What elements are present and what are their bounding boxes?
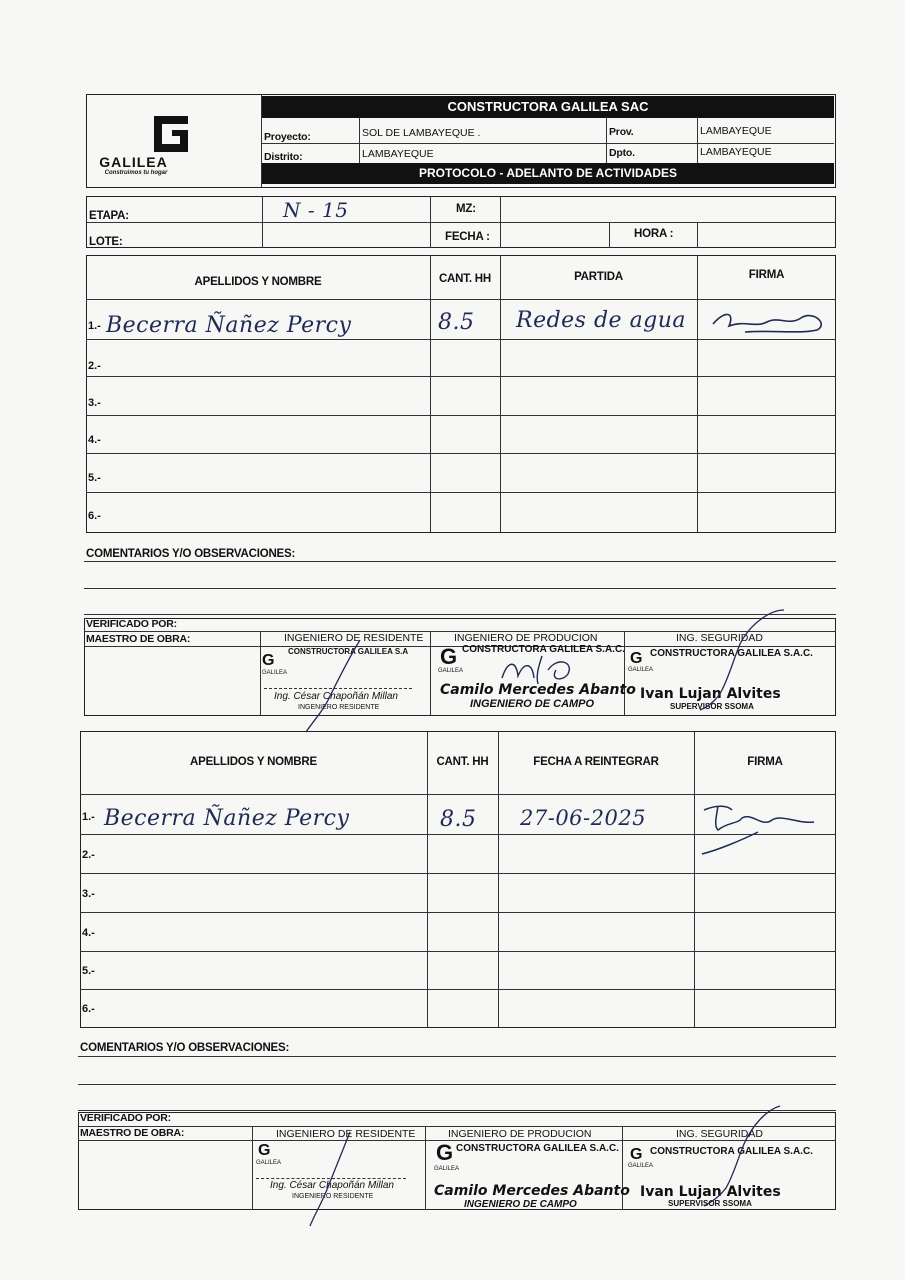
seguridad-stamp-logo: G [630, 650, 643, 667]
table2-row-line [80, 873, 836, 874]
meta-col-line [262, 196, 263, 248]
meta-col-line [500, 196, 501, 248]
residente-signature-2 [300, 1128, 370, 1228]
header-col-line [697, 118, 698, 163]
residente-stamp-company: CONSTRUCTORA GALILEA S.A [288, 647, 409, 656]
residente-stamp-logo-text: GALILEA [262, 670, 288, 676]
galilea-logo [96, 108, 246, 180]
meta-col-line [609, 222, 610, 248]
seguridad-stamp-logo-text: GALILEA [628, 667, 654, 673]
verification-col-line [425, 1126, 426, 1210]
table2-row-number: 6.- [82, 1003, 95, 1015]
seguridad-stamp-logo-text-2: GALILEA [628, 1163, 654, 1169]
table1-header-name: APELLIDOS Y NOMBRE [194, 276, 322, 288]
comment-line [78, 1084, 836, 1085]
header-divider [261, 94, 262, 188]
table2-row1-hh[interactable]: 8.5 [440, 807, 477, 832]
ing-seguridad-label: ING. SEGURIDAD [676, 632, 763, 644]
table1-row-number: 3.- [88, 397, 101, 409]
produccion-name: Camilo Mercedes Abanto [440, 682, 636, 698]
produccion-name-2: Camilo Mercedes Abanto [434, 1183, 630, 1199]
produccion-signature [498, 650, 588, 690]
meta-row-line [86, 222, 836, 223]
table2-row1-name[interactable]: Becerra Ñañez Percy [104, 806, 350, 831]
produccion-stamp-company-2: CONSTRUCTORA GALILEA S.A.C. [456, 1143, 619, 1154]
table1-col-line [430, 255, 431, 533]
dpto-value: LAMBAYEQUE [700, 146, 772, 158]
meta-col-line [430, 196, 431, 248]
ing-produccion-label: INGENIERO DE PRODUCION [454, 632, 598, 644]
prov-value: LAMBAYEQUE [700, 125, 772, 137]
table1-row-number: 2.- [88, 360, 101, 372]
verificado-label-2: VERIFICADO POR: [80, 1112, 171, 1124]
table2-col-line [694, 731, 695, 1028]
seguridad-stamp-logo-2: G [630, 1146, 643, 1163]
table1-row-number: 5.- [88, 472, 101, 484]
table2-header-hh: CANT. HH [436, 756, 489, 768]
seguridad-name-2: Ivan Lujan Alvites [640, 1184, 781, 1200]
fecha-label: FECHA : [445, 231, 490, 243]
comment-line [78, 1056, 836, 1057]
table1-row1-hh[interactable]: 8.5 [438, 310, 475, 335]
produccion-stamp-logo-text: GALILEA [438, 668, 464, 674]
produccion-stamp-logo-text-2: GALILEA [434, 1166, 460, 1172]
verification-col-line [260, 631, 261, 716]
mz-label: MZ: [456, 203, 476, 215]
logo-text: GALILEA [99, 154, 168, 170]
residente-stamp-logo: G [262, 652, 275, 669]
residente-name: Ing. César Chapoñán Millan [274, 691, 398, 702]
table2-row-number: 4.- [82, 927, 95, 939]
table2-row1-fecha[interactable]: 27-06-2025 [520, 806, 647, 830]
table2-col-line [498, 731, 499, 1028]
etapa-label: ETAPA: [89, 210, 129, 222]
header-col-line [359, 118, 360, 163]
ing-residente-label-2: INGENIERO DE RESIDENTE [276, 1128, 416, 1140]
proyecto-value: SOL DE LAMBAYEQUE . [362, 127, 481, 139]
prov-label: Prov. [609, 126, 634, 138]
table2-col-line [427, 731, 428, 1028]
lote-label: LOTE: [89, 236, 123, 248]
etapa-value[interactable]: N - 15 [283, 198, 349, 222]
table1-header-hh: CANT. HH [438, 273, 492, 285]
table1-row1-name[interactable]: Becerra Ñañez Percy [106, 313, 352, 338]
residente-role: INGENIERO RESIDENTE [298, 704, 380, 711]
comment-line [84, 588, 836, 589]
company-name: CONSTRUCTORA GALILEA SAC [447, 99, 649, 114]
distrito-value: LAMBAYEQUE [362, 148, 434, 160]
verification-col-line [430, 631, 431, 716]
table1-col-line [697, 255, 698, 533]
ing-seguridad-label-2: ING. SEGURIDAD [676, 1128, 763, 1140]
hora-label: HORA : [634, 228, 674, 240]
table2-row-number: 3.- [82, 888, 95, 900]
table2-row1-signature[interactable] [698, 800, 828, 860]
meta-col-line [697, 222, 698, 248]
table2-row-line [80, 912, 836, 913]
table1-row-line [86, 376, 836, 377]
comentarios-label: COMENTARIOS Y/O OBSERVACIONES: [86, 548, 296, 560]
seguridad-stamp-company: CONSTRUCTORA GALILEA S.A.C. [650, 648, 813, 659]
table2-row-number: 1.- [82, 811, 95, 823]
table1-row-line [86, 415, 836, 416]
table1-row-line [86, 453, 836, 454]
company-title-bar [262, 96, 834, 118]
table1-row-number: 6.- [88, 510, 101, 522]
seguridad-role-2: SUPERVISOR SSOMA [668, 1199, 752, 1208]
table1-row-number: 1.- [88, 320, 101, 332]
seguridad-signature-2 [680, 1100, 790, 1210]
seguridad-name: Ivan Lujan Alvites [640, 686, 781, 702]
table2-header-line [80, 794, 836, 795]
produccion-stamp-logo-2: G [436, 1140, 454, 1165]
distrito-label: Distrito: [264, 151, 303, 163]
residente-name-2: Ing. César Chapoñán Millan [270, 1180, 394, 1191]
reintegro-table [80, 731, 836, 1028]
header-row-line [262, 143, 834, 144]
protocol-title-bar [262, 163, 834, 184]
residente-role-2: INGENIERO RESIDENTE [292, 1193, 374, 1200]
table1-row1-partida[interactable]: Redes de agua [516, 308, 687, 333]
table2-header-name: APELLIDOS Y NOMBRE [190, 756, 317, 768]
table1-row1-signature[interactable] [705, 302, 835, 342]
table2-row-number: 5.- [82, 965, 95, 977]
maestro-label-2: MAESTRO DE OBRA: [80, 1127, 185, 1139]
comentarios-label-2: COMENTARIOS Y/O OBSERVACIONES: [80, 1042, 290, 1054]
verificado-label: VERIFICADO POR: [86, 618, 177, 630]
produccion-role: INGENIERO DE CAMPO [470, 698, 595, 710]
ing-produccion-label-2: INGENIERO DE PRODUCION [448, 1128, 592, 1140]
table2-row-number: 2.- [82, 849, 95, 861]
table2-row-line [80, 951, 836, 952]
galilea-g-icon [96, 108, 246, 158]
ing-residente-label: INGENIERO DE RESIDENTE [284, 632, 424, 644]
comment-line [84, 561, 836, 562]
produccion-role-2: INGENIERO DE CAMPO [464, 1199, 577, 1210]
residente-stamp-logo-text-2: GALILEA [256, 1160, 282, 1166]
produccion-stamp-logo: G [440, 644, 458, 669]
table1-row-line [86, 492, 836, 493]
proyecto-label: Proyecto: [264, 131, 311, 143]
seguridad-signature [680, 604, 790, 714]
residente-stamp-logo-2: G [258, 1142, 271, 1159]
seguridad-stamp-company-2: CONSTRUCTORA GALILEA S.A.C. [650, 1146, 813, 1157]
logo-tagline: Construimos tu hogar [104, 170, 168, 176]
table1-col-line [500, 255, 501, 533]
header-col-line [606, 118, 607, 163]
dpto-label: Dpto. [609, 147, 635, 159]
residente-signature [300, 636, 380, 736]
maestro-label: MAESTRO DE OBRA: [86, 633, 191, 645]
produccion-stamp-company: CONSTRUCTORA GALILEA S.A.C. [462, 644, 625, 655]
table1-row-number: 4.- [88, 434, 101, 446]
table1-header-firma: FIRMA [748, 269, 785, 281]
table2-header-firma: FIRMA [747, 756, 783, 768]
table2-header-fecha: FECHA A REINTEGRAR [533, 756, 659, 768]
seguridad-role: SUPERVISOR SSOMA [670, 702, 754, 711]
table1-header-line [86, 299, 836, 300]
table2-row-line [80, 989, 836, 990]
verification-col-line [252, 1126, 253, 1210]
table1-header-partida: PARTIDA [574, 271, 623, 283]
protocol-title: PROTOCOLO - ADELANTO DE ACTIVIDADES [418, 166, 677, 180]
